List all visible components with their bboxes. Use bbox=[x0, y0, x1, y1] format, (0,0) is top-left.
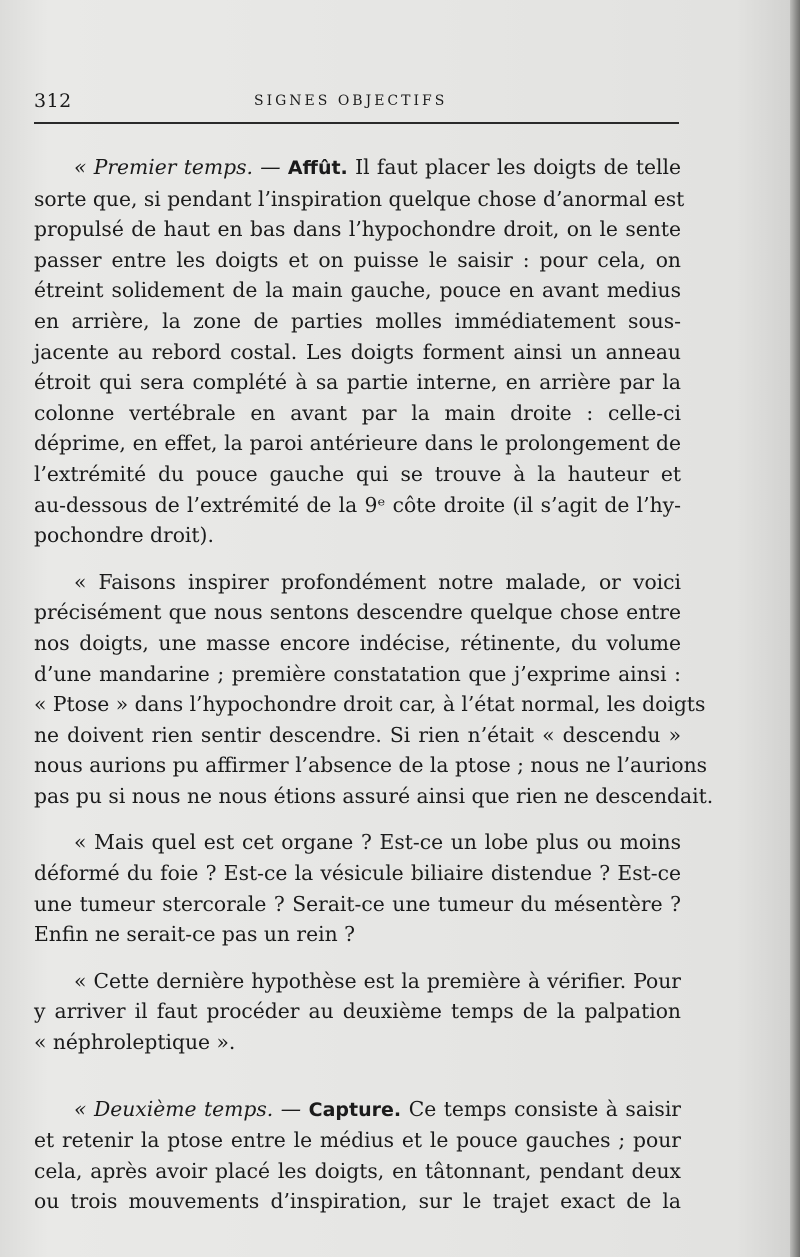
text-line: passer entre les doigts et on puisse le saisir : pour cela, on bbox=[34, 247, 681, 272]
text-line: « Deuxième temps. — Capture. Ce temps consiste à saisir bbox=[74, 1096, 681, 1121]
text-line: déprime, en effet, la paroi antérieure dans le prolongement de bbox=[34, 431, 681, 456]
text-line: « Faisons inspirer profondément notre malade, or voici bbox=[74, 569, 681, 594]
text-line: « Cette dernière hypothèse est la première à vérifier. Pour bbox=[74, 968, 681, 993]
paragraph-quel-organe bbox=[34, 827, 681, 949]
text-line: en arrière, la zone de parties molles immédiatement sous- bbox=[34, 308, 681, 333]
section-keyword: Capture. bbox=[308, 1098, 402, 1121]
header-rule bbox=[34, 122, 679, 124]
body-text bbox=[34, 152, 714, 1217]
section-lead: « Deuxième temps. — bbox=[74, 1096, 309, 1121]
text-line: l’extrémité du pouce gauche qui se trouve à la hauteur et bbox=[34, 461, 681, 486]
text-line: colonne vertébrale en avant par la main droite : celle-ci bbox=[34, 400, 681, 425]
text-line: cela, après avoir placé les doigts, en tâtonnant, pendant deux bbox=[34, 1158, 681, 1183]
paragraph-faisons-inspirer bbox=[34, 567, 714, 812]
section-lead: « Premier temps. — bbox=[74, 155, 288, 179]
page-edge bbox=[790, 0, 800, 1257]
text-line: et retenir la ptose entre le médius et le pouce gauches ; pour bbox=[34, 1128, 681, 1153]
paragraph-premier-temps bbox=[34, 152, 685, 551]
text-line: une tumeur stercorale ? Serait-ce une tumeur du mésentère ? bbox=[34, 891, 681, 916]
section-keyword: Affût. bbox=[287, 157, 348, 179]
paragraph-deuxieme-temps bbox=[34, 1094, 681, 1217]
text-line: au-dessous de l’extrémité de la 9ᵉ côte droite (il s’agit de l’hy- bbox=[34, 492, 681, 517]
text-line: y arriver il faut procéder au deuxième temps de la palpation bbox=[34, 999, 681, 1024]
text-line: propulsé de haut en bas dans l’hypochondre droit, on le sente bbox=[34, 217, 681, 242]
text-line: nos doigts, une masse encore indécise, rétinente, du volume bbox=[34, 630, 681, 655]
text-line: jacente au rebord costal. Les doigts forment ainsi un anneau bbox=[34, 339, 681, 364]
text-line: « Premier temps. — Affût. Il faut placer les doigts de telle bbox=[74, 155, 681, 179]
paragraph-derniere-hypothese bbox=[34, 966, 681, 1058]
text-line: pas pu si nous ne nous étions assuré ainsi que rien ne descendait. bbox=[34, 783, 714, 808]
text-line: précisément que nous sentons descendre quelque chose entre bbox=[34, 600, 681, 625]
text-line: « Ptose » dans l’hypochondre droit car, à l’état normal, les doigts bbox=[34, 692, 706, 717]
running-title: SIGNES OBJECTIFS bbox=[254, 93, 448, 109]
text-line: « Mais quel est cet organe ? Est-ce un lobe plus ou moins bbox=[74, 830, 681, 855]
text-line: déformé du foie ? Est-ce la vésicule biliaire distendue ? Est-ce bbox=[34, 861, 681, 886]
text-line: étroit qui sera complété à sa partie interne, en arrière par la bbox=[34, 370, 681, 395]
text-line: sorte que, si pendant l’inspiration quelque chose d’anormal est bbox=[34, 186, 685, 211]
page-number: 312 bbox=[34, 90, 72, 112]
text-line: pochondre droit). bbox=[34, 523, 214, 548]
text-line: ou trois mouvements d’inspiration, sur le trajet exact de la bbox=[34, 1189, 681, 1214]
page-header bbox=[34, 90, 679, 116]
text-line: ne doivent rien sentir descendre. Si rien n’était « descendu » bbox=[34, 722, 681, 747]
text-line: nous aurions pu affirmer l’absence de la ptose ; nous ne l’aurions bbox=[34, 753, 708, 778]
text-line: « néphroleptique ». bbox=[34, 1030, 236, 1055]
text-line: étreint solidement de la main gauche, pouce en avant medius bbox=[34, 278, 681, 303]
text-line: Enfin ne serait-ce pas un rein ? bbox=[34, 922, 355, 947]
text-line: d’une mandarine ; première constatation que j’exprime ainsi : bbox=[34, 661, 681, 686]
